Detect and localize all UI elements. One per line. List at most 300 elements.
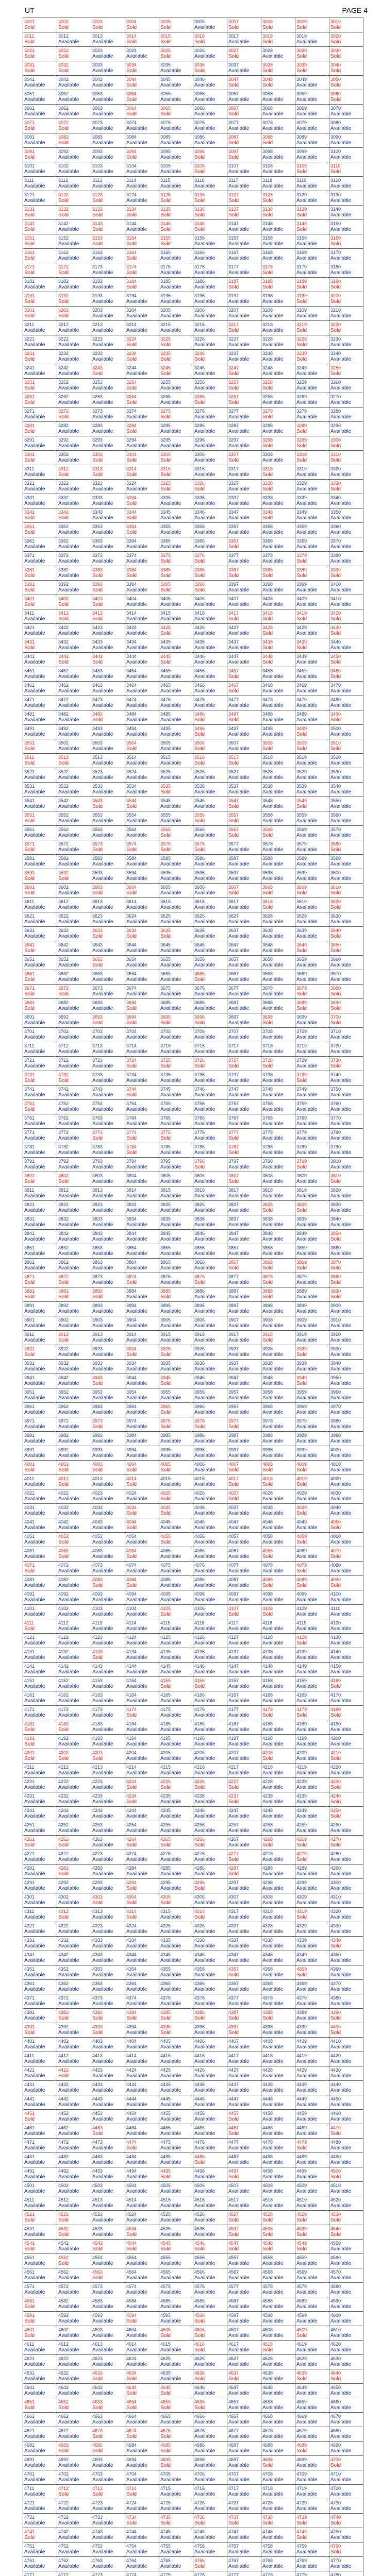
grid-cell[interactable] [295, 696, 329, 710]
grid-cell[interactable] [227, 2240, 261, 2254]
grid-cell[interactable] [57, 840, 91, 855]
grid-cell[interactable] [57, 191, 91, 206]
grid-cell[interactable] [261, 667, 295, 682]
grid-cell[interactable] [295, 1129, 329, 1143]
grid-cell[interactable] [193, 855, 227, 869]
grid-cell[interactable] [57, 364, 91, 379]
grid-cell[interactable] [329, 335, 363, 350]
grid-cell[interactable] [159, 234, 193, 249]
grid-cell[interactable] [125, 667, 159, 682]
grid-cell[interactable] [91, 379, 125, 393]
grid-cell[interactable] [193, 609, 227, 624]
grid-cell[interactable] [329, 2326, 363, 2341]
grid-cell[interactable] [23, 1273, 57, 1287]
grid-cell[interactable] [159, 1345, 193, 1360]
grid-cell[interactable] [329, 509, 363, 523]
grid-cell[interactable] [329, 2110, 363, 2124]
grid-cell[interactable] [23, 1172, 57, 1187]
grid-cell[interactable] [125, 970, 159, 985]
grid-cell[interactable] [159, 220, 193, 234]
grid-cell[interactable] [193, 436, 227, 451]
grid-cell[interactable] [295, 2254, 329, 2268]
grid-cell[interactable] [193, 1994, 227, 2009]
grid-cell[interactable] [91, 1172, 125, 1187]
grid-cell[interactable] [57, 855, 91, 869]
grid-cell[interactable] [159, 1302, 193, 1316]
grid-cell[interactable] [193, 638, 227, 653]
grid-cell[interactable] [57, 595, 91, 609]
grid-cell[interactable] [159, 927, 193, 941]
grid-cell[interactable] [125, 249, 159, 263]
grid-cell[interactable] [261, 1865, 295, 1879]
grid-cell[interactable] [295, 1922, 329, 1937]
grid-cell[interactable] [23, 1360, 57, 1374]
grid-cell[interactable] [23, 1114, 57, 1129]
grid-cell[interactable] [57, 133, 91, 148]
grid-cell[interactable] [57, 2297, 91, 2312]
grid-cell[interactable] [261, 162, 295, 177]
grid-cell[interactable] [329, 797, 363, 811]
grid-cell[interactable] [295, 2196, 329, 2211]
grid-cell[interactable] [193, 2225, 227, 2240]
grid-cell[interactable] [159, 725, 193, 739]
grid-cell[interactable] [193, 133, 227, 148]
grid-cell[interactable] [193, 840, 227, 855]
grid-cell[interactable] [193, 1028, 227, 1042]
grid-cell[interactable] [57, 1764, 91, 1778]
grid-cell[interactable] [57, 2153, 91, 2167]
grid-cell[interactable] [261, 2023, 295, 2038]
grid-cell[interactable] [125, 1028, 159, 1042]
grid-cell[interactable] [125, 1374, 159, 1388]
grid-cell[interactable] [159, 321, 193, 335]
grid-cell[interactable] [23, 47, 57, 61]
grid-cell[interactable] [159, 855, 193, 869]
grid-cell[interactable] [91, 1648, 125, 1663]
grid-cell[interactable] [125, 1749, 159, 1764]
grid-cell[interactable] [329, 364, 363, 379]
grid-cell[interactable] [295, 364, 329, 379]
grid-cell[interactable] [227, 1980, 261, 1994]
grid-cell[interactable] [57, 1028, 91, 1042]
grid-cell[interactable] [227, 2297, 261, 2312]
grid-cell[interactable] [227, 90, 261, 105]
grid-cell[interactable] [125, 220, 159, 234]
grid-cell[interactable] [329, 2009, 363, 2023]
grid-cell[interactable] [295, 2326, 329, 2341]
grid-cell[interactable] [125, 1158, 159, 1172]
grid-cell[interactable] [329, 2066, 363, 2081]
grid-cell[interactable] [91, 32, 125, 47]
grid-cell[interactable] [227, 1518, 261, 1533]
grid-cell[interactable] [91, 1316, 125, 1331]
grid-cell[interactable] [227, 1562, 261, 1576]
grid-cell[interactable] [23, 1518, 57, 1533]
grid-cell[interactable] [329, 941, 363, 956]
grid-cell[interactable] [329, 898, 363, 912]
grid-cell[interactable] [23, 2326, 57, 2341]
grid-cell[interactable] [91, 2196, 125, 2211]
grid-cell[interactable] [57, 1388, 91, 1403]
grid-cell[interactable] [227, 2225, 261, 2240]
grid-cell[interactable] [295, 710, 329, 725]
grid-cell[interactable] [125, 234, 159, 249]
grid-cell[interactable] [193, 32, 227, 47]
grid-cell[interactable] [261, 1937, 295, 1951]
grid-cell[interactable] [57, 1518, 91, 1533]
grid-cell[interactable] [227, 2110, 261, 2124]
grid-cell[interactable] [295, 811, 329, 826]
grid-cell[interactable] [23, 2268, 57, 2283]
grid-cell[interactable] [23, 826, 57, 840]
grid-cell[interactable] [57, 682, 91, 696]
grid-cell[interactable] [227, 1590, 261, 1605]
grid-cell[interactable] [295, 941, 329, 956]
grid-cell[interactable] [193, 451, 227, 465]
grid-cell[interactable] [227, 970, 261, 985]
grid-cell[interactable] [125, 422, 159, 436]
grid-cell[interactable] [91, 61, 125, 76]
grid-cell[interactable] [91, 263, 125, 278]
grid-cell[interactable] [91, 2326, 125, 2341]
grid-cell[interactable] [295, 1908, 329, 1922]
grid-cell[interactable] [227, 1388, 261, 1403]
grid-cell[interactable] [125, 1403, 159, 1417]
grid-cell[interactable] [23, 480, 57, 494]
grid-cell[interactable] [159, 32, 193, 47]
grid-cell[interactable] [159, 638, 193, 653]
grid-cell[interactable] [193, 1821, 227, 1836]
grid-cell[interactable] [91, 1273, 125, 1287]
grid-cell[interactable] [261, 754, 295, 768]
grid-cell[interactable] [159, 90, 193, 105]
grid-cell[interactable] [159, 509, 193, 523]
grid-cell[interactable] [23, 408, 57, 422]
grid-cell[interactable] [23, 119, 57, 133]
grid-cell[interactable] [57, 2139, 91, 2153]
grid-cell[interactable] [57, 1244, 91, 1259]
grid-cell[interactable] [295, 912, 329, 927]
grid-cell[interactable] [193, 2038, 227, 2052]
grid-cell[interactable] [57, 1273, 91, 1287]
grid-cell[interactable] [329, 682, 363, 696]
grid-cell[interactable] [23, 1850, 57, 1865]
grid-cell[interactable] [91, 970, 125, 985]
grid-cell[interactable] [159, 985, 193, 999]
grid-cell[interactable] [23, 1201, 57, 1215]
grid-cell[interactable] [23, 1605, 57, 1619]
grid-cell[interactable] [125, 18, 159, 32]
grid-cell[interactable] [23, 710, 57, 725]
grid-cell[interactable] [91, 869, 125, 884]
grid-cell[interactable] [23, 2095, 57, 2110]
grid-cell[interactable] [261, 884, 295, 898]
grid-cell[interactable] [295, 162, 329, 177]
grid-cell[interactable] [159, 451, 193, 465]
grid-cell[interactable] [193, 1764, 227, 1778]
grid-cell[interactable] [329, 811, 363, 826]
grid-cell[interactable] [91, 1547, 125, 1562]
grid-cell[interactable] [23, 350, 57, 364]
grid-cell[interactable] [329, 1691, 363, 1706]
grid-cell[interactable] [23, 552, 57, 566]
grid-cell[interactable] [57, 811, 91, 826]
grid-cell[interactable] [125, 1345, 159, 1360]
grid-cell[interactable] [261, 2225, 295, 2240]
grid-cell[interactable] [329, 2283, 363, 2297]
grid-cell[interactable] [125, 1691, 159, 1706]
grid-cell[interactable] [23, 1388, 57, 1403]
grid-cell[interactable] [91, 509, 125, 523]
grid-cell[interactable] [261, 739, 295, 754]
grid-cell[interactable] [159, 667, 193, 682]
grid-cell[interactable] [261, 2153, 295, 2167]
grid-cell[interactable] [329, 1215, 363, 1230]
grid-cell[interactable] [125, 523, 159, 537]
grid-cell[interactable] [227, 898, 261, 912]
grid-cell[interactable] [261, 1836, 295, 1850]
grid-cell[interactable] [57, 32, 91, 47]
grid-cell[interactable] [295, 2052, 329, 2066]
grid-cell[interactable] [193, 1187, 227, 1201]
grid-cell[interactable] [193, 1360, 227, 1374]
grid-cell[interactable] [159, 2225, 193, 2240]
grid-cell[interactable] [57, 1230, 91, 1244]
grid-cell[interactable] [159, 379, 193, 393]
grid-cell[interactable] [57, 826, 91, 840]
grid-cell[interactable] [193, 985, 227, 999]
grid-cell[interactable] [227, 624, 261, 638]
grid-cell[interactable] [261, 1547, 295, 1562]
grid-cell[interactable] [91, 1259, 125, 1273]
grid-cell[interactable] [159, 696, 193, 710]
grid-cell[interactable] [23, 1533, 57, 1547]
grid-cell[interactable] [329, 1965, 363, 1980]
grid-cell[interactable] [91, 191, 125, 206]
grid-cell[interactable] [329, 1316, 363, 1331]
grid-cell[interactable] [91, 105, 125, 119]
grid-cell[interactable] [261, 177, 295, 191]
grid-cell[interactable] [329, 2038, 363, 2052]
grid-cell[interactable] [227, 1821, 261, 1836]
grid-cell[interactable] [159, 956, 193, 970]
grid-cell[interactable] [57, 494, 91, 509]
grid-cell[interactable] [295, 1259, 329, 1273]
grid-cell[interactable] [193, 1345, 227, 1360]
grid-cell[interactable] [227, 1576, 261, 1590]
grid-cell[interactable] [193, 1432, 227, 1446]
grid-cell[interactable] [23, 436, 57, 451]
grid-cell[interactable] [261, 47, 295, 61]
grid-cell[interactable] [91, 999, 125, 1013]
grid-cell[interactable] [227, 379, 261, 393]
grid-cell[interactable] [329, 18, 363, 32]
grid-cell[interactable] [57, 335, 91, 350]
grid-cell[interactable] [227, 1259, 261, 1273]
grid-cell[interactable] [295, 1980, 329, 1994]
grid-cell[interactable] [227, 47, 261, 61]
grid-cell[interactable] [329, 667, 363, 682]
grid-cell[interactable] [329, 133, 363, 148]
grid-cell[interactable] [227, 1865, 261, 1879]
grid-cell[interactable] [125, 1187, 159, 1201]
grid-cell[interactable] [23, 148, 57, 162]
grid-cell[interactable] [91, 1691, 125, 1706]
grid-cell[interactable] [193, 927, 227, 941]
grid-cell[interactable] [57, 2196, 91, 2211]
grid-cell[interactable] [159, 999, 193, 1013]
grid-cell[interactable] [329, 1547, 363, 1562]
grid-cell[interactable] [125, 1634, 159, 1648]
grid-cell[interactable] [91, 1114, 125, 1129]
grid-cell[interactable] [295, 1042, 329, 1057]
grid-cell[interactable] [125, 148, 159, 162]
grid-cell[interactable] [23, 1893, 57, 1908]
grid-cell[interactable] [227, 422, 261, 436]
grid-cell[interactable] [57, 1994, 91, 2009]
grid-cell[interactable] [23, 1865, 57, 1879]
grid-cell[interactable] [125, 1172, 159, 1187]
grid-cell[interactable] [125, 321, 159, 335]
grid-cell[interactable] [57, 1706, 91, 1720]
grid-cell[interactable] [227, 465, 261, 480]
grid-cell[interactable] [57, 105, 91, 119]
grid-cell[interactable] [295, 2283, 329, 2297]
grid-cell[interactable] [125, 61, 159, 76]
grid-cell[interactable] [329, 191, 363, 206]
grid-cell[interactable] [295, 1345, 329, 1360]
grid-cell[interactable] [125, 1576, 159, 1590]
grid-cell[interactable] [329, 1576, 363, 1590]
grid-cell[interactable] [295, 1706, 329, 1720]
grid-cell[interactable] [295, 783, 329, 797]
grid-cell[interactable] [159, 1850, 193, 1865]
grid-cell[interactable] [329, 1807, 363, 1821]
grid-cell[interactable] [227, 1749, 261, 1764]
grid-cell[interactable] [91, 811, 125, 826]
grid-cell[interactable] [193, 206, 227, 220]
grid-cell[interactable] [91, 177, 125, 191]
grid-cell[interactable] [227, 162, 261, 177]
grid-cell[interactable] [227, 119, 261, 133]
grid-cell[interactable] [261, 350, 295, 364]
grid-cell[interactable] [91, 581, 125, 595]
grid-cell[interactable] [159, 2312, 193, 2326]
grid-cell[interactable] [57, 1100, 91, 1114]
grid-cell[interactable] [91, 725, 125, 739]
grid-cell[interactable] [329, 2081, 363, 2095]
grid-cell[interactable] [329, 1893, 363, 1908]
grid-cell[interactable] [261, 133, 295, 148]
grid-cell[interactable] [227, 1951, 261, 1965]
grid-cell[interactable] [125, 1071, 159, 1086]
grid-cell[interactable] [159, 408, 193, 422]
grid-cell[interactable] [193, 148, 227, 162]
grid-cell[interactable] [329, 1028, 363, 1042]
grid-cell[interactable] [91, 234, 125, 249]
grid-cell[interactable] [57, 1893, 91, 1908]
grid-cell[interactable] [329, 1504, 363, 1518]
grid-cell[interactable] [23, 1994, 57, 2009]
grid-cell[interactable] [193, 2009, 227, 2023]
grid-cell[interactable] [329, 105, 363, 119]
grid-cell[interactable] [295, 1749, 329, 1764]
grid-cell[interactable] [23, 105, 57, 119]
grid-cell[interactable] [23, 2225, 57, 2240]
grid-cell[interactable] [91, 1951, 125, 1965]
grid-cell[interactable] [125, 263, 159, 278]
grid-cell[interactable] [193, 1302, 227, 1316]
grid-cell[interactable] [227, 1086, 261, 1100]
grid-cell[interactable] [23, 2139, 57, 2153]
grid-cell[interactable] [329, 2182, 363, 2196]
grid-cell[interactable] [159, 1100, 193, 1114]
grid-cell[interactable] [91, 2225, 125, 2240]
grid-cell[interactable] [227, 133, 261, 148]
grid-cell[interactable] [23, 1461, 57, 1475]
grid-cell[interactable] [227, 148, 261, 162]
grid-cell[interactable] [261, 956, 295, 970]
grid-cell[interactable] [57, 624, 91, 638]
grid-cell[interactable] [23, 970, 57, 985]
grid-cell[interactable] [329, 465, 363, 480]
grid-cell[interactable] [329, 566, 363, 581]
grid-cell[interactable] [227, 826, 261, 840]
grid-cell[interactable] [295, 985, 329, 999]
grid-cell[interactable] [159, 1187, 193, 1201]
grid-cell[interactable] [159, 840, 193, 855]
grid-cell[interactable] [125, 927, 159, 941]
grid-cell[interactable] [295, 335, 329, 350]
grid-cell[interactable] [57, 76, 91, 90]
grid-cell[interactable] [125, 1100, 159, 1114]
grid-cell[interactable] [57, 1316, 91, 1331]
grid-cell[interactable] [193, 1677, 227, 1691]
grid-cell[interactable] [193, 1937, 227, 1951]
grid-cell[interactable] [261, 768, 295, 783]
grid-cell[interactable] [295, 1461, 329, 1475]
grid-cell[interactable] [295, 119, 329, 133]
grid-cell[interactable] [295, 1720, 329, 1735]
grid-cell[interactable] [57, 1677, 91, 1691]
grid-cell[interactable] [159, 811, 193, 826]
grid-cell[interactable] [261, 869, 295, 884]
grid-cell[interactable] [91, 1821, 125, 1836]
grid-cell[interactable] [329, 47, 363, 61]
grid-cell[interactable] [261, 1013, 295, 1028]
grid-cell[interactable] [23, 1504, 57, 1518]
grid-cell[interactable] [261, 999, 295, 1013]
grid-cell[interactable] [91, 393, 125, 408]
grid-cell[interactable] [227, 2196, 261, 2211]
grid-cell[interactable] [227, 1619, 261, 1634]
grid-cell[interactable] [261, 1663, 295, 1677]
grid-cell[interactable] [295, 1489, 329, 1504]
grid-cell[interactable] [193, 1720, 227, 1735]
grid-cell[interactable] [57, 2211, 91, 2225]
grid-cell[interactable] [159, 1158, 193, 1172]
grid-cell[interactable] [57, 797, 91, 811]
grid-cell[interactable] [159, 1504, 193, 1518]
grid-cell[interactable] [329, 1908, 363, 1922]
grid-cell[interactable] [261, 840, 295, 855]
grid-cell[interactable] [261, 2297, 295, 2312]
grid-cell[interactable] [329, 523, 363, 537]
grid-cell[interactable] [23, 1619, 57, 1634]
grid-cell[interactable] [159, 1417, 193, 1432]
grid-cell[interactable] [227, 1129, 261, 1143]
grid-cell[interactable] [295, 480, 329, 494]
